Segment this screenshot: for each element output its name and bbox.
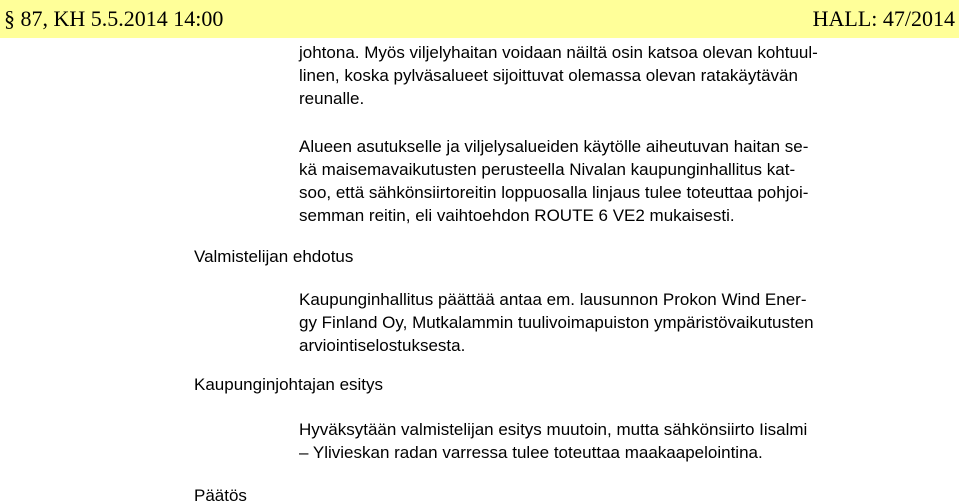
text-line: johtona. Myös viljelyhaitan voidaan näiltä osin katsoa olevan kohtuul- bbox=[299, 43, 818, 62]
text-line: Hyväksytään valmistelijan esitys muutoin, mutta sähkönsiirto Iisalmi bbox=[299, 420, 808, 439]
text-line: linen, koska pylväsalueet sijoittuvat olemassa olevan ratakäytävän bbox=[299, 66, 798, 85]
text-line: arviointiselostuksesta. bbox=[299, 336, 466, 355]
label-kaupunginjohtajan-esitys: Kaupunginjohtajan esitys bbox=[194, 375, 384, 394]
paragraph-linjaus bbox=[299, 135, 939, 227]
text-line: gy Finland Oy, Mutkalammin tuulivoimapuiston ympäristövaikutusten bbox=[299, 313, 814, 332]
meeting-reference: § 87, KH 5.5.2014 14:00 bbox=[4, 6, 224, 31]
text-line: semman reitin, eli vaihtoehdon ROUTE 6 VE2 mukaisesti. bbox=[299, 206, 735, 225]
document-number: HALL: 47/2014 bbox=[812, 6, 955, 31]
text-line: kä maisemavaikutusten perusteella Nivalan kaupunginhallitus kat- bbox=[299, 160, 796, 179]
text-line: reunalle. bbox=[299, 89, 365, 108]
label-paatos: Päätös bbox=[194, 486, 247, 504]
page-header bbox=[0, 0, 959, 38]
label-valmistelijan-ehdotus: Valmistelijan ehdotus bbox=[194, 247, 354, 266]
text-line: soo, että sähkönsiirtoreitin loppuosalla linjaus tulee toteuttaa pohjoi- bbox=[299, 183, 809, 202]
paragraph-ehdotus bbox=[299, 288, 939, 357]
paragraph-viljelyhaitta bbox=[299, 41, 939, 110]
text-line: Alueen asutukselle ja viljelysalueiden käytölle aiheutuvan haitan se- bbox=[299, 137, 809, 156]
text-line: Kaupunginhallitus päättää antaa em. lausunnon Prokon Wind Ener- bbox=[299, 290, 807, 309]
text-line: – Ylivieskan radan varressa tulee toteuttaa maakaapelointina. bbox=[299, 443, 763, 462]
paragraph-esitys bbox=[299, 418, 939, 464]
